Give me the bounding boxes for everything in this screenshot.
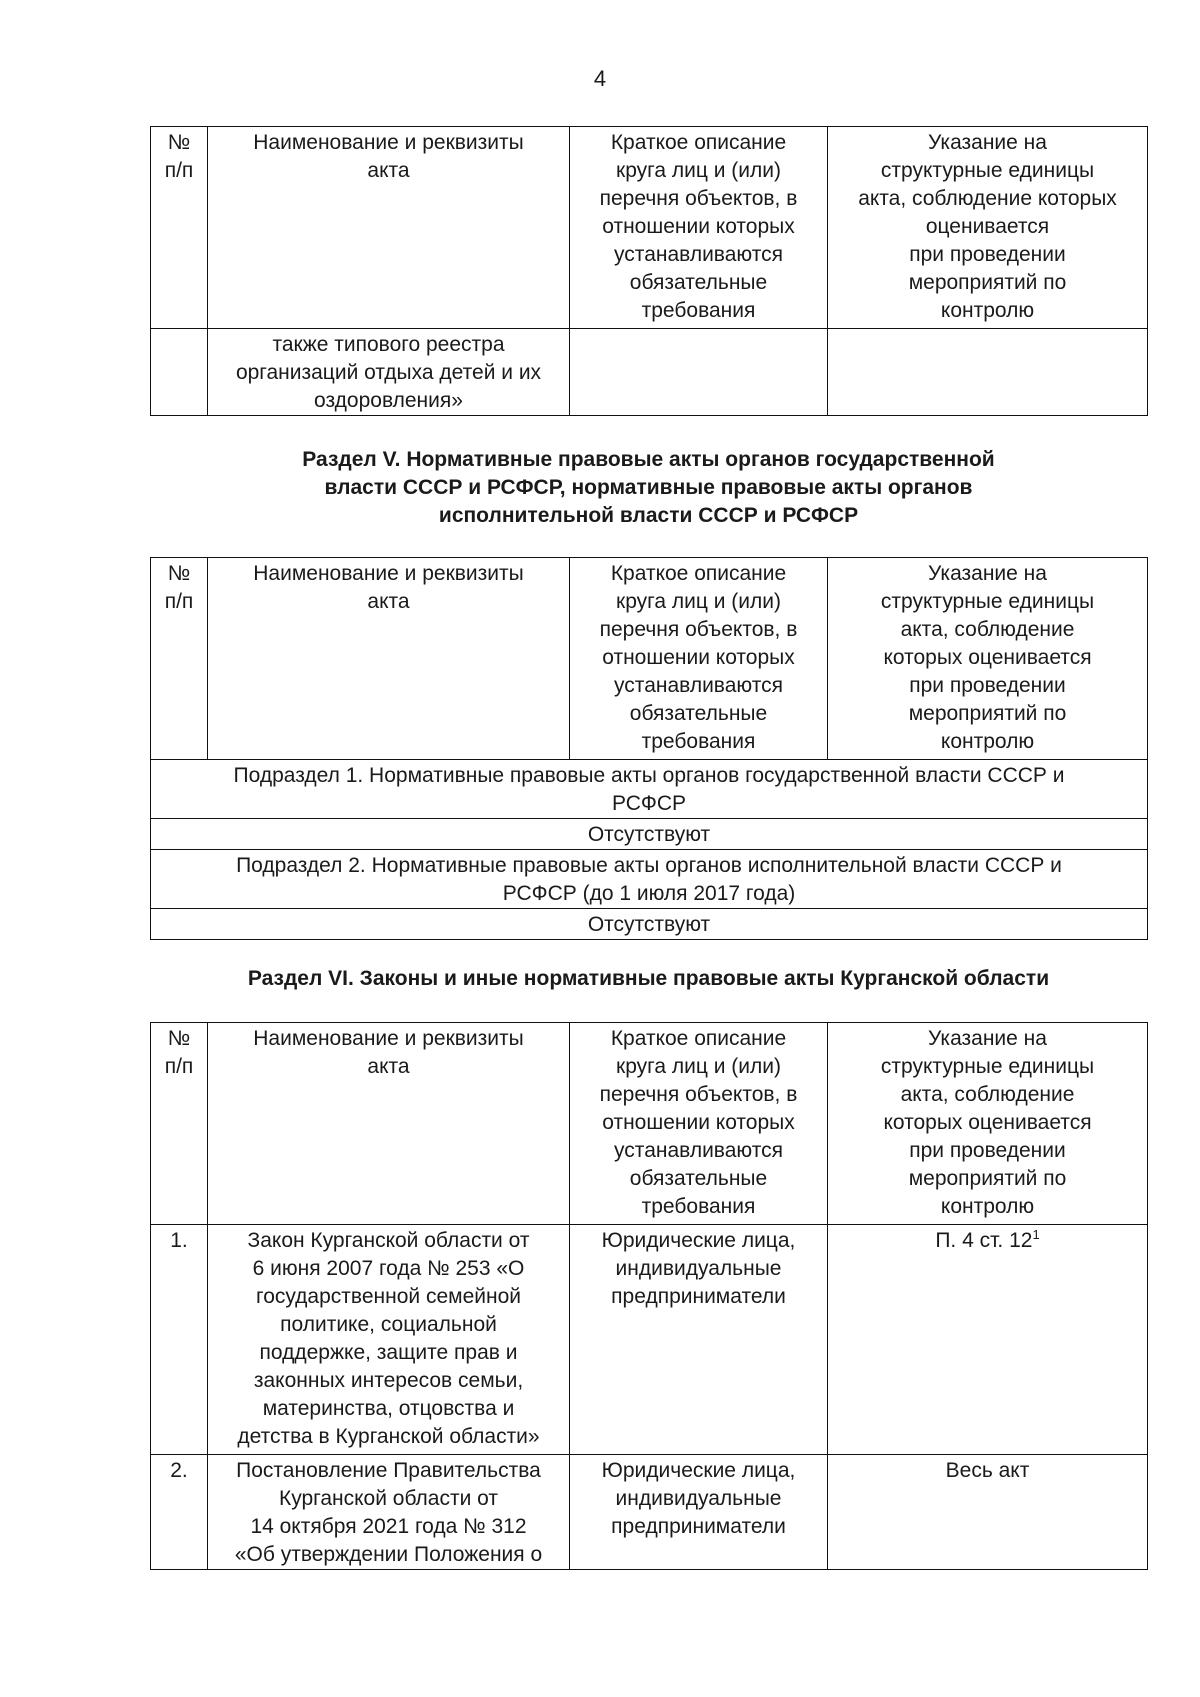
header-name: Наименование и реквизиты акта	[208, 558, 570, 760]
header-ref: Указание на структурные единицы акта, соблюдение которых оценивается при проведении мероприятий по контролю	[828, 558, 1148, 760]
page-number: 4	[593, 66, 607, 91]
header-name: Наименование и реквизиты акта	[208, 1023, 570, 1225]
row-desc: Юридические лица, индивидуальные предприниматели	[570, 1455, 828, 1570]
table-row	[151, 329, 1148, 416]
header-num: № п/п	[151, 127, 208, 329]
row-name: также типового реестра организаций отдыха детей и их оздоровления»	[208, 329, 570, 416]
header-name: Наименование и реквизиты акта	[208, 127, 570, 329]
row-name: Закон Курганской области от 6 июня 2007 года № 253 «О государственной семейной политике, социальной поддержке, защите прав и законных интересов семьи, материнства, отцовства и детства в Курганской области»	[208, 1225, 570, 1455]
row-ref	[828, 1225, 1148, 1455]
row-num: 2.	[151, 1455, 208, 1570]
header-num: № п/п	[151, 558, 208, 760]
header-desc: Краткое описание круга лиц и (или) перечня объектов, в отношении которых устанавливаются обязательные требования	[570, 558, 828, 760]
row-ref-text: П. 4 ст. 12	[935, 1229, 1033, 1252]
absent-text: Отсутствуют	[151, 819, 1148, 850]
table-header-row	[151, 127, 1148, 329]
table-row	[151, 1225, 1148, 1455]
subsection-2-title: Подраздел 2. Нормативные правовые акты органов исполнительной власти СССР и РСФСР (до 1 июля 2017 года)	[151, 850, 1148, 909]
row-desc	[570, 329, 828, 416]
header-desc: Краткое описание круга лиц и (или) перечня объектов, в отношении которых устанавливаются обязательные требования	[570, 127, 828, 329]
absent-row	[151, 819, 1148, 850]
header-num: № п/п	[151, 1023, 208, 1225]
absent-text: Отсутствуют	[151, 909, 1148, 940]
table-continuation	[150, 126, 1148, 416]
row-num	[151, 329, 208, 416]
header-desc: Краткое описание круга лиц и (или) перечня объектов, в отношении которых устанавливаются обязательные требования	[570, 1023, 828, 1225]
table-row	[151, 1455, 1148, 1570]
header-ref: Указание на структурные единицы акта, соблюдение которых оценивается при проведении мероприятий по контролю	[828, 127, 1148, 329]
row-ref: Весь акт	[828, 1455, 1148, 1570]
subsection-row	[151, 850, 1148, 909]
footnote-superscript: 1	[1032, 1227, 1040, 1242]
row-ref	[828, 329, 1148, 416]
row-num: 1.	[151, 1225, 208, 1455]
table-header-row	[151, 558, 1148, 760]
section-6-title: Раздел VI. Законы и иные нормативные правовые акты Курганской области	[247, 967, 1050, 990]
absent-row	[151, 909, 1148, 940]
row-desc: Юридические лица, индивидуальные предприниматели	[570, 1225, 828, 1455]
row-name: Постановление Правительства Курганской области от 14 октября 2021 года № 312 «Об утверждении Положения о	[208, 1455, 570, 1570]
section-5-title: Раздел V. Нормативные правовые акты органов государственной власти СССР и РСФСР, нормативные правовые акты органов исполнительной власти СССР и РСФСР	[302, 448, 995, 527]
subsection-1-title: Подраздел 1. Нормативные правовые акты органов государственной власти СССР и РСФСР	[151, 760, 1148, 819]
table-section-5	[150, 557, 1148, 940]
table-section-6	[150, 1022, 1148, 1570]
header-ref: Указание на структурные единицы акта, соблюдение которых оценивается при проведении мероприятий по контролю	[828, 1023, 1148, 1225]
subsection-row	[151, 760, 1148, 819]
table-header-row	[151, 1023, 1148, 1225]
